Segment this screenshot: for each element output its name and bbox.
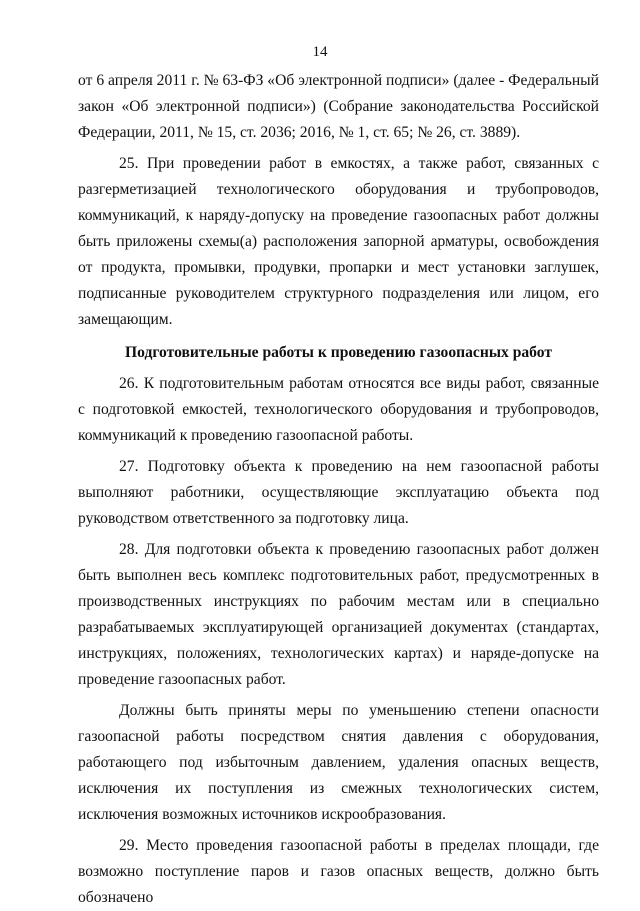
paragraph-25: 25. При проведении работ в емкостях, а также работ, связанных с разгерметизацией технологического оборудования и трубопроводов, коммуникаций, к наряду-допуску на проведение газоопасных работ должны быть приложены схемы(а) расположения запорной арматуры, освобождения от продукта, промывки, продувки, пропарки и мест установки заглушек, подписанные руководителем структурного подразделения или лицом, его замещающим. xyxy=(78,155,599,328)
document-body xyxy=(78,68,599,906)
section-heading: Подготовительные работы к проведению газоопасных работ xyxy=(124,344,553,361)
paragraph-28-continued: Должны быть приняты меры по уменьшению степени опасности газоопасной работы посредством снятия давления с оборудования, работающего под избыточным давлением, удаления опасных веществ, исключения их поступления из смежных технологических систем, исключения возможных источников искрообразования. xyxy=(78,702,599,823)
page-number: 14 xyxy=(312,44,328,60)
paragraph-27: 27. Подготовку объекта к проведению на нем газоопасной работы выполняют работники, осуществляющие эксплуатацию объекта под руководством ответственного за подготовку лица. xyxy=(78,458,599,527)
paragraph-continuation: от 6 апреля 2011 г. № 63-ФЗ «Об электронной подписи» (далее - Федеральный закон «Об электронной подписи») (Собрание законодательства Российской Федерации, 2011, № 15, ст. 2036; 2016, № 1, ст. 65; № 26, ст. 3889). xyxy=(78,72,599,141)
paragraph-28: 28. Для подготовки объекта к проведению газоопасных работ должен быть выполнен весь комплекс подготовительных работ, предусмотренных в производственных инструкциях по рабочим местам или в специально разрабатываемых эксплуатирующей организацией документах (стандартах, инструкциях, положениях, технологических картах) и наряде-допуске на проведение газоопасных работ. xyxy=(78,541,599,688)
paragraph-29: 29. Место проведения газоопасной работы в пределах площади, где возможно поступление паров и газов опасных веществ, должно быть обозначено xyxy=(78,837,599,906)
paragraph-26: 26. К подготовительным работам относятся все виды работ, связанные с подготовкой емкостей, технологического оборудования и трубопроводов, коммуникаций к проведению газоопасной работы. xyxy=(78,375,599,444)
